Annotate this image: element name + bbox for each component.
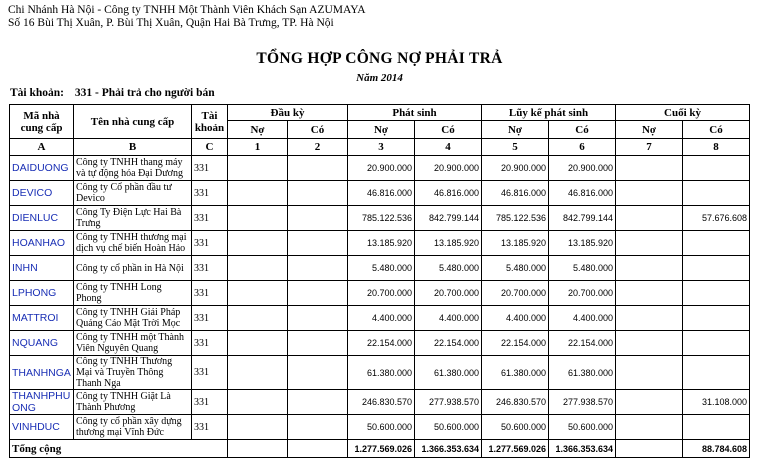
supplier-code: INHN xyxy=(10,256,74,281)
open-credit xyxy=(288,206,348,231)
supplier-name: Công ty TNHH Giải Pháp Quảng Cáo Mặt Trời Mọc xyxy=(74,306,192,331)
supplier-code: THANHPHUONG xyxy=(10,390,74,415)
col-letter: 5 xyxy=(482,139,549,156)
cumulative-debit: 61.380.000 xyxy=(482,356,549,390)
total-open-credit xyxy=(288,440,348,458)
open-debit xyxy=(228,256,288,281)
open-credit xyxy=(288,281,348,306)
supplier-code: MATTROI xyxy=(10,306,74,331)
account-value: 331 - Phải trả cho người bán xyxy=(74,87,215,99)
supplier-name: Công ty TNHH Giặt Là Thành Phương xyxy=(74,390,192,415)
movement-credit: 50.600.000 xyxy=(415,415,482,440)
supplier-name: Công ty TNHH thương mại dịch vụ chế biến Hoàn Hảo xyxy=(74,231,192,256)
closing-credit xyxy=(683,256,750,281)
account-code: 331 xyxy=(192,306,228,331)
open-credit xyxy=(288,181,348,206)
closing-debit xyxy=(616,256,683,281)
cumulative-debit: 46.816.000 xyxy=(482,181,549,206)
col-closing-debit: Nợ xyxy=(616,121,683,139)
col-supplier-name: Tên nhà cung cấp xyxy=(74,105,192,139)
open-credit xyxy=(288,156,348,181)
total-label: Tổng cộng xyxy=(10,440,228,458)
table-row xyxy=(10,231,750,256)
closing-debit xyxy=(616,156,683,181)
table-row xyxy=(10,181,750,206)
cumulative-credit: 5.480.000 xyxy=(549,256,616,281)
open-debit xyxy=(228,231,288,256)
table-row xyxy=(10,156,750,181)
table-row xyxy=(10,390,750,415)
report-title: TỔNG HỢP CÔNG NỢ PHẢI TRẢ xyxy=(256,50,503,67)
supplier-code: LPHONG xyxy=(10,281,74,306)
payables-table xyxy=(9,104,750,458)
cumulative-debit: 20.700.000 xyxy=(482,281,549,306)
movement-credit: 22.154.000 xyxy=(415,331,482,356)
col-cumulative: Lũy kế phát sinh xyxy=(482,105,616,121)
open-credit xyxy=(288,415,348,440)
movement-debit: 13.185.920 xyxy=(348,231,415,256)
account-code: 331 xyxy=(192,331,228,356)
col-supplier-code: Mã nhà cung cấp xyxy=(10,105,74,139)
table-row xyxy=(10,356,750,390)
open-credit xyxy=(288,231,348,256)
closing-debit xyxy=(616,206,683,231)
open-debit xyxy=(228,306,288,331)
col-opening-credit: Có xyxy=(288,121,348,139)
supplier-name: Công ty TNHH Long Phong xyxy=(74,281,192,306)
supplier-name: Công ty TNHH thang máy và tự động hóa Đại Dương xyxy=(74,156,192,181)
movement-credit: 20.900.000 xyxy=(415,156,482,181)
report-year: Năm 2014 xyxy=(356,72,403,84)
account-code: 331 xyxy=(192,181,228,206)
cumulative-credit: 22.154.000 xyxy=(549,331,616,356)
open-debit xyxy=(228,331,288,356)
col-letter: 6 xyxy=(549,139,616,156)
cumulative-credit: 20.900.000 xyxy=(549,156,616,181)
cumulative-debit: 4.400.000 xyxy=(482,306,549,331)
cumulative-debit: 785.122.536 xyxy=(482,206,549,231)
movement-credit: 277.938.570 xyxy=(415,390,482,415)
open-debit xyxy=(228,206,288,231)
col-letter: 3 xyxy=(348,139,415,156)
supplier-name: Công ty TNHH Thương Mại và Truyền Thông Thanh Nga xyxy=(74,356,192,390)
col-opening-debit: Nợ xyxy=(228,121,288,139)
closing-debit xyxy=(616,231,683,256)
total-row xyxy=(10,440,750,458)
supplier-name: Công ty cổ phần xây dựng thương mại Vĩnh Đức xyxy=(74,415,192,440)
movement-debit: 50.600.000 xyxy=(348,415,415,440)
open-debit xyxy=(228,156,288,181)
open-debit xyxy=(228,356,288,390)
cumulative-debit: 50.600.000 xyxy=(482,415,549,440)
closing-debit xyxy=(616,390,683,415)
col-account: Tài khoản xyxy=(192,105,228,139)
open-credit xyxy=(288,306,348,331)
movement-debit: 61.380.000 xyxy=(348,356,415,390)
company-address: Số 16 Bùi Thị Xuân, P. Bùi Thị Xuân, Quận Hai Bà Trưng, TP. Hà Nội xyxy=(8,17,334,29)
company-name: Chi Nhánh Hà Nội - Công ty TNHH Một Thành Viên Khách Sạn AZUMAYA xyxy=(8,4,366,16)
table-row xyxy=(10,256,750,281)
account-code: 331 xyxy=(192,206,228,231)
movement-debit: 785.122.536 xyxy=(348,206,415,231)
movement-debit: 4.400.000 xyxy=(348,306,415,331)
open-debit xyxy=(228,181,288,206)
closing-credit: 57.676.608 xyxy=(683,206,750,231)
total-close-credit: 88.784.608 xyxy=(683,440,750,458)
table-row xyxy=(10,306,750,331)
movement-credit: 842.799.144 xyxy=(415,206,482,231)
cumulative-debit: 13.185.920 xyxy=(482,231,549,256)
supplier-name: Công ty Cổ phần đầu tư Devico xyxy=(74,181,192,206)
cumulative-credit: 842.799.144 xyxy=(549,206,616,231)
col-cumulative-debit: Nợ xyxy=(482,121,549,139)
col-letter: 7 xyxy=(616,139,683,156)
col-letter: B xyxy=(74,139,192,156)
col-movement-debit: Nợ xyxy=(348,121,415,139)
col-letter: C xyxy=(192,139,228,156)
movement-credit: 20.700.000 xyxy=(415,281,482,306)
supplier-name: Công Ty Điện Lực Hai Bà Trưng xyxy=(74,206,192,231)
closing-credit xyxy=(683,306,750,331)
open-credit xyxy=(288,390,348,415)
movement-debit: 22.154.000 xyxy=(348,331,415,356)
total-close-debit xyxy=(616,440,683,458)
table-row xyxy=(10,281,750,306)
cumulative-credit: 277.938.570 xyxy=(549,390,616,415)
account-code: 331 xyxy=(192,415,228,440)
closing-debit xyxy=(616,281,683,306)
closing-debit xyxy=(616,306,683,331)
cumulative-credit: 20.700.000 xyxy=(549,281,616,306)
open-debit xyxy=(228,415,288,440)
account-code: 331 xyxy=(192,356,228,390)
total-open-debit xyxy=(228,440,288,458)
movement-debit: 20.900.000 xyxy=(348,156,415,181)
table-body xyxy=(10,156,750,440)
cumulative-credit: 46.816.000 xyxy=(549,181,616,206)
supplier-code: DAIDUONG xyxy=(10,156,74,181)
col-closing: Cuối kỳ xyxy=(616,105,750,121)
account-line xyxy=(10,87,215,99)
open-credit xyxy=(288,256,348,281)
movement-credit: 5.480.000 xyxy=(415,256,482,281)
movement-credit: 13.185.920 xyxy=(415,231,482,256)
table-row xyxy=(10,206,750,231)
movement-debit: 246.830.570 xyxy=(348,390,415,415)
closing-debit xyxy=(616,331,683,356)
col-cumulative-credit: Có xyxy=(549,121,616,139)
cumulative-credit: 4.400.000 xyxy=(549,306,616,331)
col-letter: 8 xyxy=(683,139,750,156)
cumulative-debit: 22.154.000 xyxy=(482,331,549,356)
closing-debit xyxy=(616,415,683,440)
total-ps-debit: 1.277.569.026 xyxy=(348,440,415,458)
col-letter: A xyxy=(10,139,74,156)
header-row-groups xyxy=(10,105,750,121)
account-code: 331 xyxy=(192,281,228,306)
cumulative-credit: 50.600.000 xyxy=(549,415,616,440)
closing-credit: 31.108.000 xyxy=(683,390,750,415)
closing-credit xyxy=(683,156,750,181)
col-letter: 4 xyxy=(415,139,482,156)
movement-credit: 4.400.000 xyxy=(415,306,482,331)
open-credit xyxy=(288,331,348,356)
closing-credit xyxy=(683,331,750,356)
total-lk-debit: 1.277.569.026 xyxy=(482,440,549,458)
col-letter: 1 xyxy=(228,139,288,156)
supplier-code: HOANHAO xyxy=(10,231,74,256)
open-debit xyxy=(228,281,288,306)
account-code: 331 xyxy=(192,256,228,281)
account-code: 331 xyxy=(192,390,228,415)
closing-credit xyxy=(683,356,750,390)
closing-credit xyxy=(683,231,750,256)
supplier-code: VINHDUC xyxy=(10,415,74,440)
closing-debit xyxy=(616,181,683,206)
total-lk-credit: 1.366.353.634 xyxy=(549,440,616,458)
col-closing-credit: Có xyxy=(683,121,750,139)
cumulative-debit: 5.480.000 xyxy=(482,256,549,281)
cumulative-debit: 20.900.000 xyxy=(482,156,549,181)
supplier-code: NQUANG xyxy=(10,331,74,356)
supplier-code: DEVICO xyxy=(10,181,74,206)
supplier-code: DIENLUC xyxy=(10,206,74,231)
movement-debit: 46.816.000 xyxy=(348,181,415,206)
open-debit xyxy=(228,390,288,415)
closing-debit xyxy=(616,356,683,390)
movement-debit: 20.700.000 xyxy=(348,281,415,306)
cumulative-credit: 13.185.920 xyxy=(549,231,616,256)
total-ps-credit: 1.366.353.634 xyxy=(415,440,482,458)
col-letter: 2 xyxy=(288,139,348,156)
header-row-letters xyxy=(10,139,750,156)
closing-credit xyxy=(683,181,750,206)
table-row xyxy=(10,331,750,356)
cumulative-credit: 61.380.000 xyxy=(549,356,616,390)
account-label: Tài khoản: xyxy=(10,87,65,99)
col-movement-credit: Có xyxy=(415,121,482,139)
account-code: 331 xyxy=(192,156,228,181)
open-credit xyxy=(288,356,348,390)
movement-debit: 5.480.000 xyxy=(348,256,415,281)
closing-credit xyxy=(683,415,750,440)
supplier-name: Công ty TNHH một Thành Viên Nguyên Quang xyxy=(74,331,192,356)
closing-credit xyxy=(683,281,750,306)
account-code: 331 xyxy=(192,231,228,256)
supplier-name: Công ty cổ phần in Hà Nội xyxy=(74,256,192,281)
cumulative-debit: 246.830.570 xyxy=(482,390,549,415)
supplier-code: THANHNGA xyxy=(10,356,74,390)
table-row xyxy=(10,415,750,440)
col-opening: Đầu kỳ xyxy=(228,105,348,121)
movement-credit: 46.816.000 xyxy=(415,181,482,206)
movement-credit: 61.380.000 xyxy=(415,356,482,390)
col-movement: Phát sinh xyxy=(348,105,482,121)
